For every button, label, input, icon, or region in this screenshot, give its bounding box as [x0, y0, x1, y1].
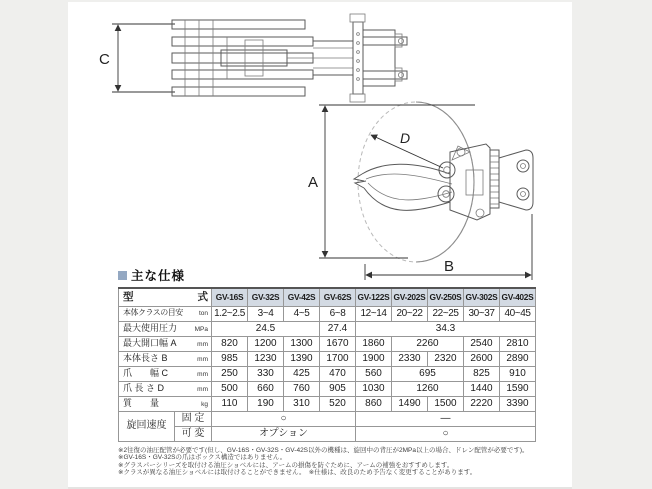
cell: 2890 [500, 351, 536, 366]
cell: 40~45 [500, 306, 536, 321]
row-unit: kg [201, 400, 208, 408]
row-body-class [119, 306, 536, 321]
cell: 825 [464, 366, 500, 381]
cell: 760 [284, 381, 320, 396]
row-unit: mm [197, 340, 208, 348]
cell: 1390 [284, 351, 320, 366]
row-unit: mm [197, 355, 208, 363]
header-model-right: 式 [197, 291, 208, 303]
dim-b-label: B [444, 258, 455, 275]
cell: 250 [212, 366, 248, 381]
swing-fixed-label: 固 定 [175, 411, 212, 426]
cell: 1030 [356, 381, 392, 396]
row-body-length [119, 351, 536, 366]
cell: 2320 [428, 351, 464, 366]
cell: 1300 [284, 336, 320, 351]
cell: 24.5 [212, 321, 320, 336]
model-name: GV-402S [500, 288, 536, 306]
cell: 20~22 [392, 306, 428, 321]
table-header-row [119, 288, 536, 306]
row-swing-variable [119, 426, 536, 441]
cell: 3~4 [248, 306, 284, 321]
cell: 1670 [320, 336, 356, 351]
cell: 2540 [464, 336, 500, 351]
cell: 1700 [320, 351, 356, 366]
dim-d-label: D [400, 130, 411, 146]
cell: 2330 [392, 351, 428, 366]
swing-variable-label: 可 変 [175, 426, 212, 441]
heading-bullet-icon [118, 271, 127, 280]
row-claw-length [119, 381, 536, 396]
cell: 520 [320, 396, 356, 411]
footnote-line: ※クラスが異なる油圧ショベルには取付けることができません。 ※仕様は、改良のため予告なく変更することがあります。 [118, 469, 477, 477]
spec-heading [118, 266, 185, 284]
row-unit: MPa [194, 325, 208, 333]
claw-sweep-outline [358, 102, 474, 262]
model-name: GV-32S [248, 288, 284, 306]
side-view-drawing [300, 82, 565, 297]
row-claw-width [119, 366, 536, 381]
cell: 1490 [392, 396, 428, 411]
header-model-left: 型 [123, 291, 134, 303]
row-label: 爪 長 さ D [123, 382, 165, 393]
cell: 1500 [428, 396, 464, 411]
footnote-line: ※グラスパーシリーズを取付ける油圧ショベルには、アームの損傷を防ぐために、アームの補強をおすすめします。 [118, 461, 454, 469]
cell: 910 [500, 366, 536, 381]
cell: 860 [356, 396, 392, 411]
cell: 985 [212, 351, 248, 366]
cell: 310 [284, 396, 320, 411]
model-name: GV-122S [356, 288, 392, 306]
cell: 1440 [464, 381, 500, 396]
cell: 695 [392, 366, 464, 381]
spec-heading-text: 主な仕様 [131, 269, 186, 283]
cell: 1860 [356, 336, 392, 351]
cell: 190 [248, 396, 284, 411]
row-unit: mm [197, 370, 208, 378]
cell: 3390 [500, 396, 536, 411]
row-label: 最大開口幅 A [123, 337, 177, 348]
model-name: GV-16S [212, 288, 248, 306]
model-name: GV-250S [428, 288, 464, 306]
cell: 30~37 [464, 306, 500, 321]
model-name: GV-62S [320, 288, 356, 306]
cell: 1200 [248, 336, 284, 351]
cell: 560 [356, 366, 392, 381]
cell: 4~5 [284, 306, 320, 321]
cell: 2260 [392, 336, 464, 351]
header-model-cell [119, 288, 212, 306]
cell: 22~25 [428, 306, 464, 321]
cell: 500 [212, 381, 248, 396]
row-label: 最大使用圧力 [123, 322, 178, 333]
model-name: GV-42S [284, 288, 320, 306]
cell: 425 [284, 366, 320, 381]
footnotes [118, 447, 558, 477]
cell: 905 [320, 381, 356, 396]
dim-a-label: A [308, 174, 319, 191]
cell: 12~14 [356, 306, 392, 321]
row-mass [119, 396, 536, 411]
row-label: 本体長さ B [123, 352, 168, 363]
row-label: 本体クラスの目安 [123, 308, 183, 318]
cell: — [356, 411, 536, 426]
cell: 1260 [392, 381, 464, 396]
cell: ○ [212, 411, 356, 426]
cell: 820 [212, 336, 248, 351]
cell: 1590 [500, 381, 536, 396]
cell: 1230 [248, 351, 284, 366]
dim-c-label: C [99, 51, 110, 68]
cell: 6~8 [320, 306, 356, 321]
cell: 660 [248, 381, 284, 396]
row-unit: ton [198, 310, 208, 318]
cell: 2810 [500, 336, 536, 351]
row-unit: mm [197, 385, 208, 393]
row-label: 爪 幅 C [123, 367, 169, 378]
cell: 2600 [464, 351, 500, 366]
cell: 2220 [464, 396, 500, 411]
cell: 110 [212, 396, 248, 411]
cell: ○ [356, 426, 536, 441]
row-max-opening [119, 336, 536, 351]
cell: 34.3 [356, 321, 536, 336]
model-name: GV-302S [464, 288, 500, 306]
swing-speed-label: 旋回速度 [119, 411, 175, 441]
footnote-line: ※2往復の油圧配管が必要です(但し、GV-16S・GV-32S・GV-42S以外の機種は、旋回中の背圧が2MPa以上の場合、ドレン配管が必要です)。 [118, 447, 529, 454]
row-label: 質 量 [123, 397, 160, 408]
cell: 1.2~2.5 [212, 306, 248, 321]
footnote-line: ※GV-16S・GV-32Sの爪はボックス構造ではありません。 [118, 454, 287, 462]
cell: 330 [248, 366, 284, 381]
cell: 470 [320, 366, 356, 381]
row-max-pressure [119, 321, 536, 336]
row-swing-fixed [119, 411, 536, 426]
cell: 27.4 [320, 321, 356, 336]
spec-table [118, 287, 536, 442]
cell: オプション [212, 426, 356, 441]
model-name: GV-202S [392, 288, 428, 306]
cell: 1900 [356, 351, 392, 366]
